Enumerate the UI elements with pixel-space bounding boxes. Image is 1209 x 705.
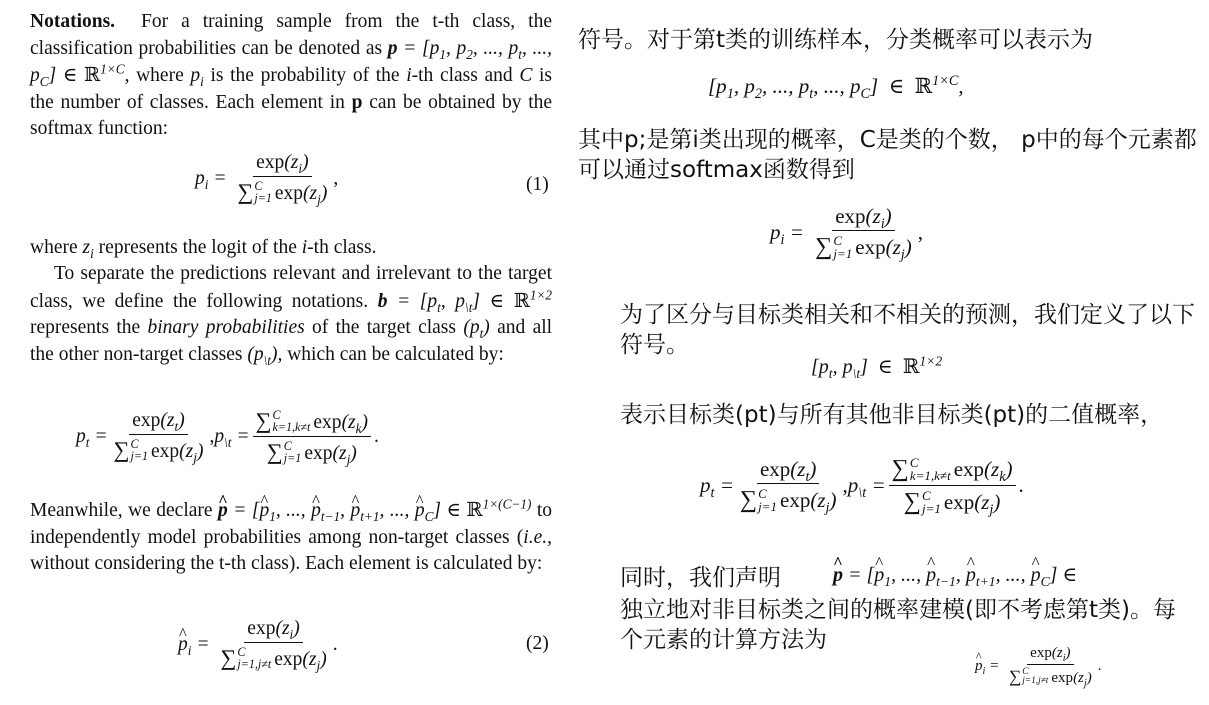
cn-math-phat-vector: ^ p = [^ $p_1$, ..., ^ $p_{t-1}$, ^ $p_{t+1}$, ..., ^ $p_C$] ∈ bbox=[833, 562, 1077, 587]
equation-2: ^ $p_i$ = $\exp(z_i)$ ∑ C j=1,j≠t $\exp(z_j)$ . bbox=[178, 618, 338, 672]
notations-text-a: For a training sample from the t-th class, the classification probabilities can be denoted as bbox=[30, 11, 552, 59]
meanwhile-emph: i.e. bbox=[523, 526, 548, 548]
math-phat-vector: ^ p = [^ $p_1$, ..., ^ $p_{t-1}$, ^ $p_{t+1}$, ..., ^ $p_C$] ∈ ℝ$^{1\times(C-1)}$ bbox=[218, 500, 531, 521]
separate-text-e: which can be calculated by: bbox=[287, 343, 504, 365]
meanwhile-text-b: to independently model probabilities among non-target classes ( bbox=[30, 500, 553, 548]
math-b-vector: $b = [p_t$, $p_{\backslash t}$] ∈ ℝ$^{1\times 2}$ bbox=[377, 287, 553, 315]
meanwhile-text-c: , without considering the t-th class). Each element is calculated by: bbox=[30, 526, 552, 574]
separate-text-c: of the target class bbox=[312, 317, 456, 338]
left-paragraph-where: where $z_i$ represents the logit of the i-th class. bbox=[30, 237, 377, 261]
notations-text-c: is the probability of the bbox=[210, 65, 400, 86]
separate-emph: binary probabilities bbox=[147, 317, 305, 338]
notations-text-d: -th class and bbox=[411, 65, 513, 86]
equation-1: $p_i$ = $\exp(z_i)$ ∑ C j=1 $\exp(z_j)$ , bbox=[195, 152, 339, 208]
left-paragraph-separate: To separate the predictions relevant and irrelevant to the target class, we define the following notations. $b = [p_t$, $p_{\backslash t}$] ∈ ℝ$^{1\times 2}$ represents the binary probabilities of the target class $(p_t)$ and all the other non-target classes $(p_{\backslash t})$, which can be calculated by: bbox=[30, 263, 553, 368]
cn-equation-1: $p_i$ = $\exp(z_i)$ ∑ C j=1 $\exp(z_j)$ , bbox=[770, 204, 923, 264]
math-p-bold: p bbox=[351, 91, 363, 113]
math-i: i bbox=[406, 65, 412, 86]
cn-line-6: 独立地对非目标类之间的概率建模(即不考虑第t类)。每个元素的计算方法为 bbox=[620, 597, 1176, 653]
equation-binary-left: $p_t$ = $\exp(z_t)$ ∑ C j=1 $\exp(z_j)$ , $p_{\backslash t}$ = ∑ C k=1,k≠t $\exp(z_k)$ ∑ C j=1 $\exp(z_j)$ . bbox=[76, 407, 379, 468]
eq1-number: (1) bbox=[526, 174, 549, 195]
eq1-fraction: $\exp(z_i)$ ∑ C j=1 $\exp(z_j)$ bbox=[237, 152, 328, 208]
cn-equation-binary: $p_t$ = $\exp(z_t)$ ∑ C j=1 $\exp(z_j)$ , $p_{\backslash t}$ = ∑ C k=1,k≠t $\exp(z_k)$ ∑ C j=1 $\exp(z_j)$ . bbox=[700, 454, 1024, 518]
left-paragraph-notations bbox=[30, 9, 552, 143]
notations-text-f: can be obtained by the softmax function: bbox=[30, 91, 553, 139]
notations-text-e: is the number of classes. Each element in bbox=[30, 65, 553, 113]
cn-math-b-vector: [$p_t$, $p_{\backslash t}$] ∈ ℝ$^{1\times 2}$ bbox=[811, 353, 943, 381]
cn-line-5: 同时，我们声明 bbox=[620, 565, 781, 591]
cn-line-4: 表示目标类(pt)与所有其他非目标类(pt)的二值概率， bbox=[620, 402, 1164, 428]
math-pi: $p_i$ bbox=[190, 65, 204, 89]
notations-heading: Notations. bbox=[30, 11, 116, 32]
cn-line-3: 为了区分与目标类相关和不相关的预测，我们定义了以下符号。 bbox=[620, 302, 1195, 358]
separate-text-b: represents the bbox=[30, 317, 141, 338]
separate-text-a: To separate the predictions relevant and irrelevant to the target class, we define the following notations. bbox=[30, 263, 552, 312]
cn-math-p-vector: [$p_1$, $p_2$, ..., $p_t$, ..., $p_C$] ∈ ℝ$^{1\times C}$, bbox=[708, 73, 964, 103]
separate-text-d: and all the other non-target classes bbox=[30, 317, 553, 365]
notations-text-b: , where bbox=[124, 65, 184, 86]
math-C: C bbox=[519, 65, 533, 86]
cn-equation-2: ^ $p_i$ = $\exp(z_i)$ ∑ C j=1,j≠t $\exp(z_j)$ . bbox=[975, 645, 1102, 688]
eq2-number: (2) bbox=[526, 633, 549, 654]
meanwhile-text-a: Meanwhile, we declare bbox=[30, 500, 213, 521]
left-paragraph-meanwhile bbox=[30, 497, 552, 578]
cn-line-2: 其中p;是第i类出现的概率，C是类的个数， p中的每个元素都可以通过softmax函数得到 bbox=[578, 127, 1197, 183]
math-p-vector: $p = [p_1$, $p_2$, ..., $p_t$, ..., $p_C$] ∈ ℝ$^{1\times C}$ bbox=[30, 37, 552, 89]
cn-line-1: 符号。对于第t类的训练样本，分类概率可以表示为 bbox=[578, 27, 1094, 53]
